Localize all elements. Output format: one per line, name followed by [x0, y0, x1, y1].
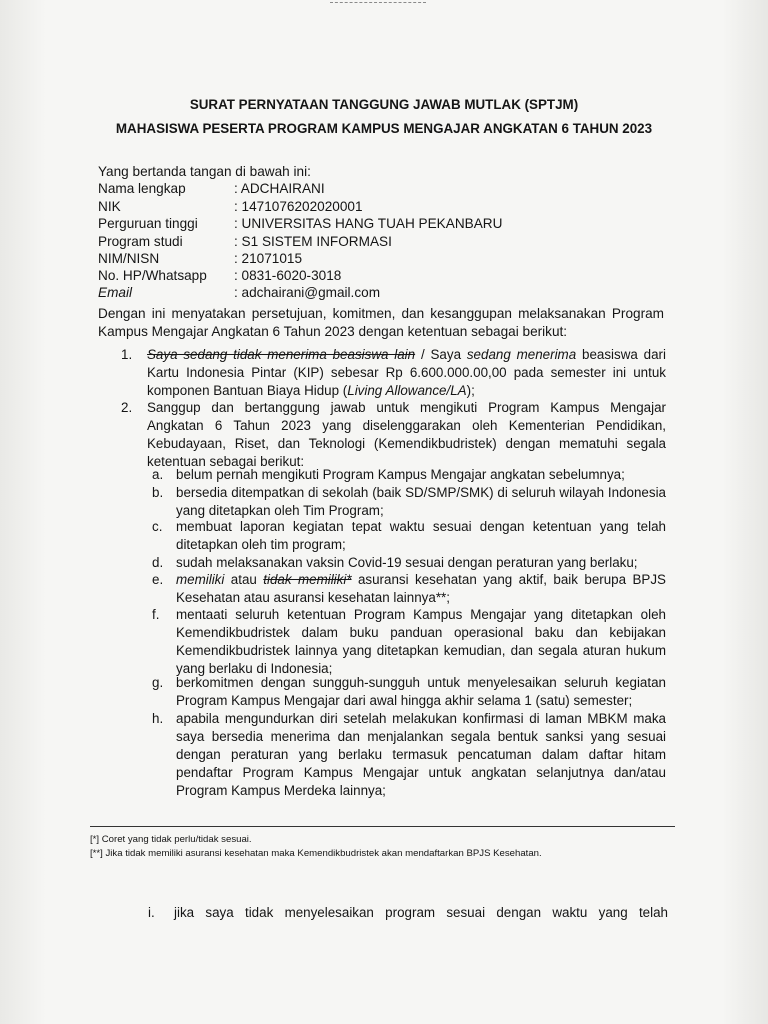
footnote-2: [**] Jika tidak memiliki asuransi kesehatan maka Kemendikbudristek akan mendaftarkan BPJS Kesehatan.: [90, 848, 542, 859]
scan-mark: [330, 2, 426, 3]
sub-item-letter: a.: [152, 467, 164, 482]
text-run: / Saya: [415, 347, 467, 362]
sub-item-text: bersedia ditempatkan di sekolah (baik SD/SMP/SMK) di seluruh wilayah Indonesia yang ditetapkan oleh Tim Program;: [176, 485, 666, 518]
sub-item-letter: e.: [152, 572, 164, 587]
identity-value: : adchairani@gmail.com: [234, 285, 381, 300]
sub-item-text: jika saya tidak menyelesaikan program sesuai dengan waktu yang telah: [174, 905, 668, 920]
intro-text: Yang bertanda tangan di bawah ini:: [98, 164, 311, 179]
identity-label: Nama lengkap: [98, 181, 186, 196]
document-title: SURAT PERNYATAAN TANGGUNG JAWAB MUTLAK (SPTJM): [189, 97, 579, 112]
identity-value: : UNIVERSITAS HANG TUAH PEKANBARU: [234, 216, 503, 231]
emphasis-text: memiliki: [176, 572, 225, 587]
footnote-1: [*] Coret yang tidak perlu/tidak sesuai.: [90, 834, 252, 845]
document-subtitle: MAHASISWA PESERTA PROGRAM KAMPUS MENGAJAR ANGKATAN 6 TAHUN 2023: [115, 121, 653, 136]
sub-item-letter: c.: [152, 519, 163, 534]
identity-value: : 21071015: [234, 251, 303, 266]
sub-item-text: membuat laporan kegiatan tepat waktu sesuai dengan ketentuan yang telah ditetapkan oleh tim program;: [176, 519, 666, 552]
identity-value: : 0831-6020-3018: [234, 268, 342, 283]
text-run: atau: [224, 572, 264, 587]
sub-item-letter: b.: [152, 485, 164, 500]
identity-label: NIM/NISN: [98, 251, 160, 266]
item-number: 2.: [121, 400, 133, 415]
item-number: 1.: [121, 347, 133, 362]
footnote-divider: [90, 826, 675, 827]
identity-value: : S1 SISTEM INFORMASI: [234, 234, 392, 249]
identity-label: Perguruan tinggi: [98, 216, 198, 231]
identity-value: : 1471076202020001: [234, 199, 363, 214]
emphasis-text: sedang menerima: [466, 347, 577, 362]
sub-item-text: belum pernah mengikuti Program Kampus Mengajar angkatan sebelumnya;: [176, 467, 625, 482]
identity-label: Email: [98, 285, 132, 300]
sub-item-letter: d.: [152, 555, 164, 570]
sub-item-letter: i.: [148, 905, 155, 920]
identity-value: : ADCHAIRANI: [234, 181, 325, 196]
sub-item-text: mentaati seluruh ketentuan Program Kampus Mengajar yang ditetapkan oleh Kemendikbudristek dalam buku panduan operasional baku dan kebijakan Kemendikbudristek lainnya yang ditetapkan kemudian, dan segala aturan hukum yang berlaku di Indonesia;: [176, 607, 666, 676]
item-text: [147, 346, 666, 400]
sub-item-text: apabila mengundurkan diri setelah melakukan konfirmasi di laman MBKM maka saya bersedia menerima dan menjalankan segala bentuk sanksi yang sesuai dengan peraturan yang berlaku termasuk pencatuman dalam daftar hitam pendaftar Program Kampus Mengajar untuk angkatan selanjutnya dan/atau Program Kampus Merdeka lainnya;: [176, 711, 666, 798]
struck-text: Saya sedang tidak menerima beasiswa lain: [147, 347, 416, 362]
text-run: beasiswa dari Kartu Indonesia Pintar (KIP) sebesar Rp 6.600.000.00,00 pada semester ini untuk komponen Bantuan Biaya Hidup (: [147, 347, 666, 398]
sub-item-text: sudah melaksanakan vaksin Covid-19 sesuai dengan peraturan yang berlaku;: [176, 555, 638, 570]
identity-label: NIK: [98, 199, 121, 214]
statement-paragraph: Dengan ini menyatakan persetujuan, komitmen, dan kesanggupan melaksanakan Program Kampus Mengajar Angkatan 6 Tahun 2023 dengan ketentuan sebagai berikut:: [98, 306, 664, 339]
sub-item-letter: g.: [152, 675, 164, 690]
text-run: asuransi kesehatan yang aktif, baik berupa BPJS Kesehatan atau asuransi kesehatan lainnya**;: [176, 572, 666, 605]
identity-label: No. HP/Whatsapp: [98, 268, 207, 283]
sub-item-letter: f.: [152, 607, 160, 622]
emphasis-text: Living Allowance/LA: [347, 382, 467, 398]
sub-item-text: [176, 571, 666, 607]
struck-text: tidak memiliki*: [263, 572, 352, 587]
identity-label: Program studi: [98, 234, 183, 249]
sub-item-letter: h.: [152, 711, 164, 726]
sub-item-text: berkomitmen dengan sungguh-sungguh untuk menyelesaikan seluruh kegiatan Program Kampus Mengajar dari awal hingga akhir selama 1 (satu) semester;: [176, 675, 666, 708]
text-run: );: [466, 382, 475, 398]
item-text: Sanggup dan bertanggung jawab untuk mengikuti Program Kampus Mengajar Angkatan 6 Tahun 2023 yang diselenggarakan oleh Kementerian Pendidikan, Kebudayaan, Riset, dan Teknologi (Kemendikbudristek) dengan mematuhi segala ketentuan sebagai berikut:: [147, 400, 666, 469]
